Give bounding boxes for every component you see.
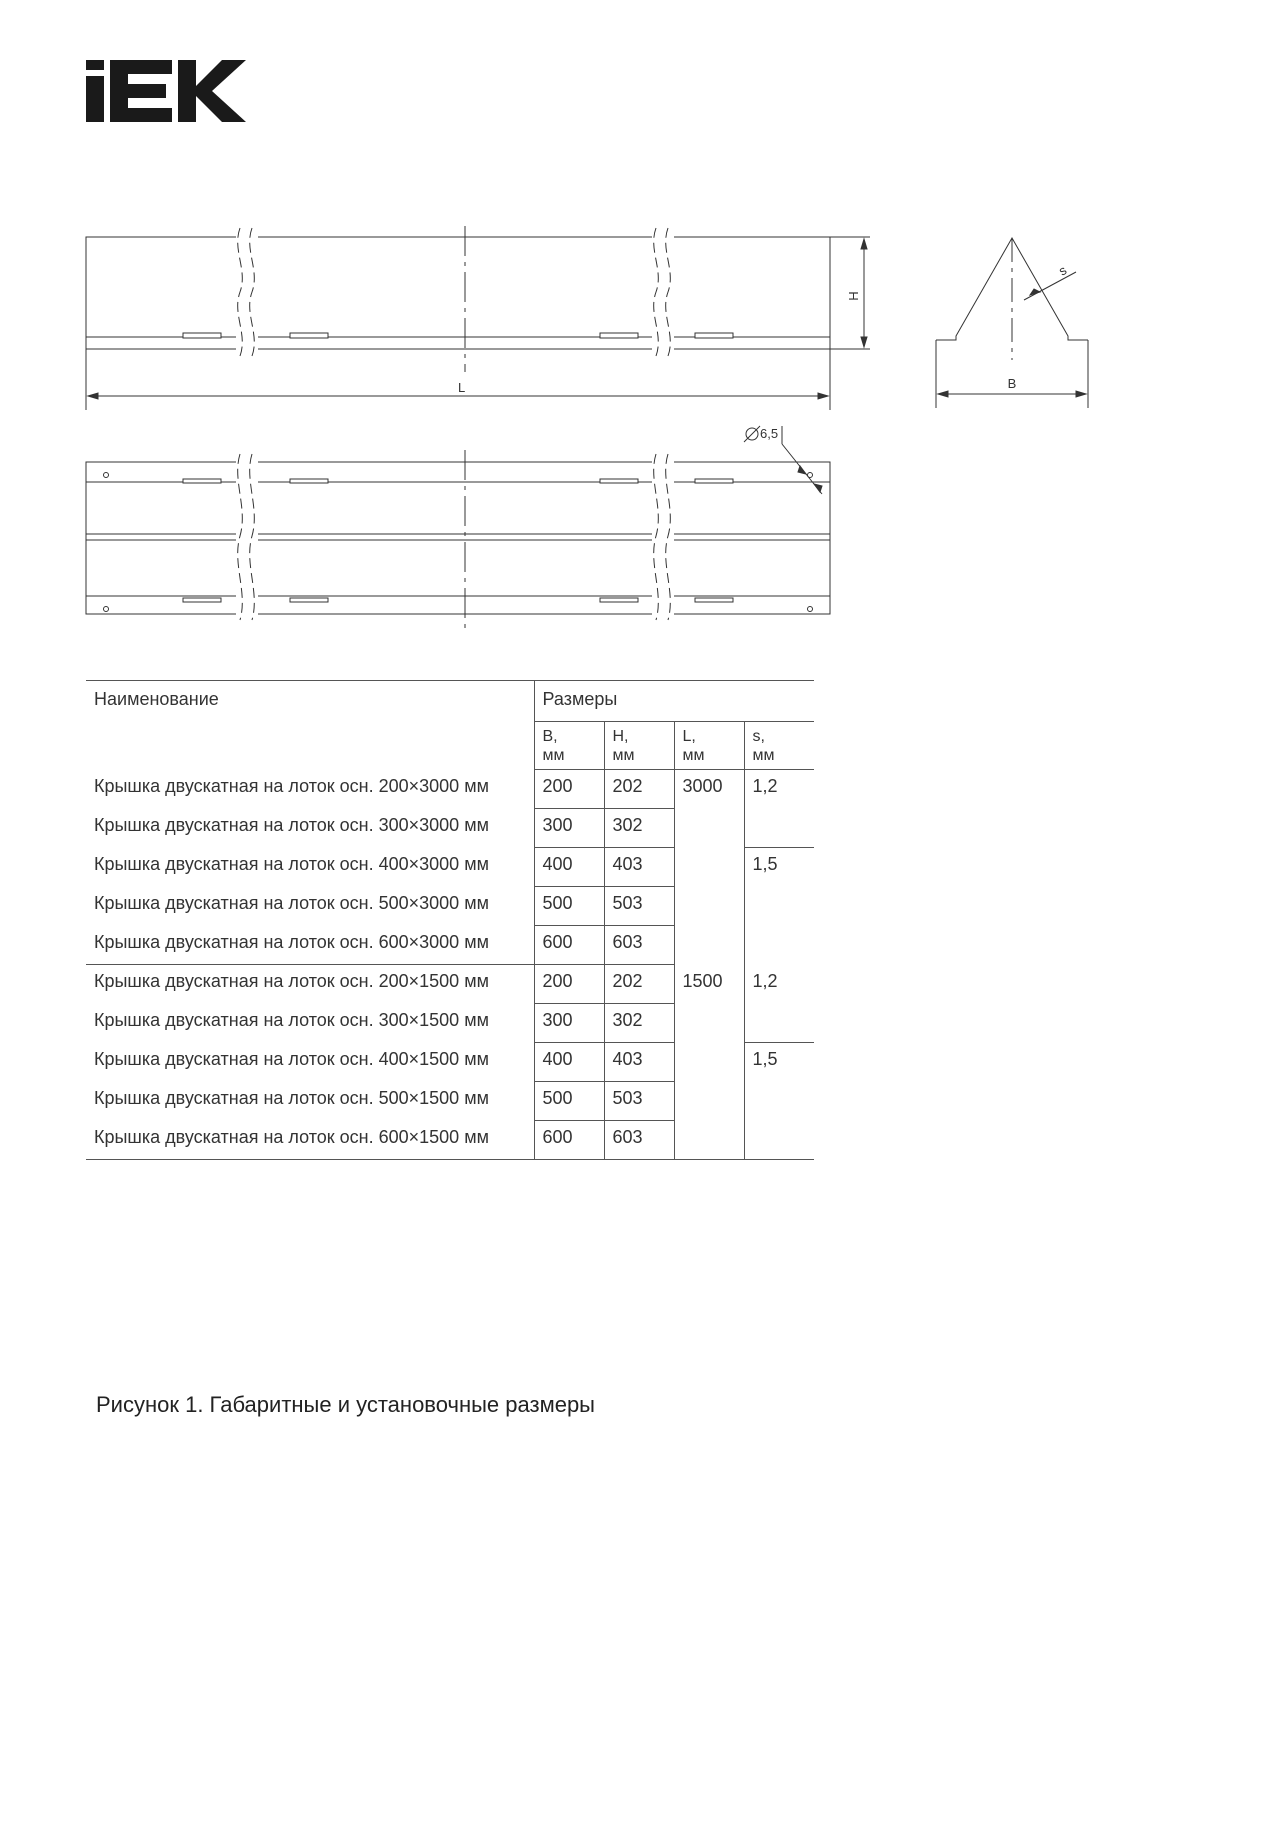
cell-h: 603 (604, 1121, 674, 1160)
cell-b: 200 (534, 965, 604, 1004)
dim-h-label: H (846, 291, 861, 301)
table-row (86, 770, 814, 809)
table-row (86, 965, 814, 1004)
cell-h: 503 (604, 1082, 674, 1121)
cell-name: Крышка двускатная на лоток осн. 300×1500 мм (94, 1009, 489, 1030)
cell-h: 302 (604, 1004, 674, 1043)
header-b: B, мм (534, 722, 604, 770)
cell-s-d: 1,5 (744, 1043, 814, 1160)
header-sizes: Размеры (534, 681, 814, 722)
cell-b: 600 (534, 926, 604, 965)
cell-h: 202 (604, 965, 674, 1004)
header-h: H, мм (604, 722, 674, 770)
cell-h: 503 (604, 887, 674, 926)
cell-h: 403 (604, 848, 674, 887)
cell-s-a: 1,2 (744, 770, 814, 848)
cell-h: 302 (604, 809, 674, 848)
cell-b: 400 (534, 1043, 604, 1082)
cell-h: 403 (604, 1043, 674, 1082)
dimensions-table (86, 680, 814, 1160)
cell-name: Крышка двускатная на лоток осн. 200×1500 мм (94, 971, 489, 991)
cell-h: 603 (604, 926, 674, 965)
cell-l-3000: 3000 (674, 770, 744, 965)
cell-s-b: 1,5 (744, 848, 814, 965)
cell-name: Крышка двускатная на лоток осн. 500×3000 мм (94, 892, 489, 913)
cell-name: Крышка двускатная на лоток осн. 400×1500 мм (94, 1048, 489, 1069)
header-name: Наименование (86, 681, 534, 770)
header-s: s, мм (744, 722, 814, 770)
cell-b: 500 (534, 887, 604, 926)
cell-name: Крышка двускатная на лоток осн. 200×3000 мм (94, 775, 489, 796)
cell-b: 300 (534, 1004, 604, 1043)
cell-h: 202 (604, 770, 674, 809)
cell-name: Крышка двускатная на лоток осн. 600×3000 мм (86, 926, 534, 965)
cell-name: Крышка двускатная на лоток осн. 300×3000 мм (94, 814, 489, 835)
cell-b: 400 (534, 848, 604, 887)
cell-name: Крышка двускатная на лоток осн. 500×1500 мм (94, 1087, 489, 1108)
cell-b: 600 (534, 1121, 604, 1160)
top-view-body (86, 462, 830, 614)
cell-b: 500 (534, 1082, 604, 1121)
cell-name: Крышка двускатная на лоток осн. 400×3000 мм (94, 853, 489, 874)
dim-b-label: B (1007, 376, 1017, 391)
cell-l-1500: 1500 (674, 965, 744, 1160)
technical-drawing (0, 0, 1280, 660)
dim-s-label: s (1056, 262, 1070, 279)
figure-caption: Рисунок 1. Габаритные и установочные размеры (96, 1392, 595, 1417)
cell-b: 200 (534, 770, 604, 809)
cell-b: 300 (534, 809, 604, 848)
cell-name: Крышка двускатная на лоток осн. 600×1500 мм (86, 1121, 534, 1160)
header-l: L, мм (674, 722, 744, 770)
side-view-body (86, 237, 830, 349)
dim-l-label: L (458, 380, 466, 395)
dim-hole-label: 6,5 (760, 426, 779, 441)
cell-s-c: 1,2 (744, 965, 814, 1043)
